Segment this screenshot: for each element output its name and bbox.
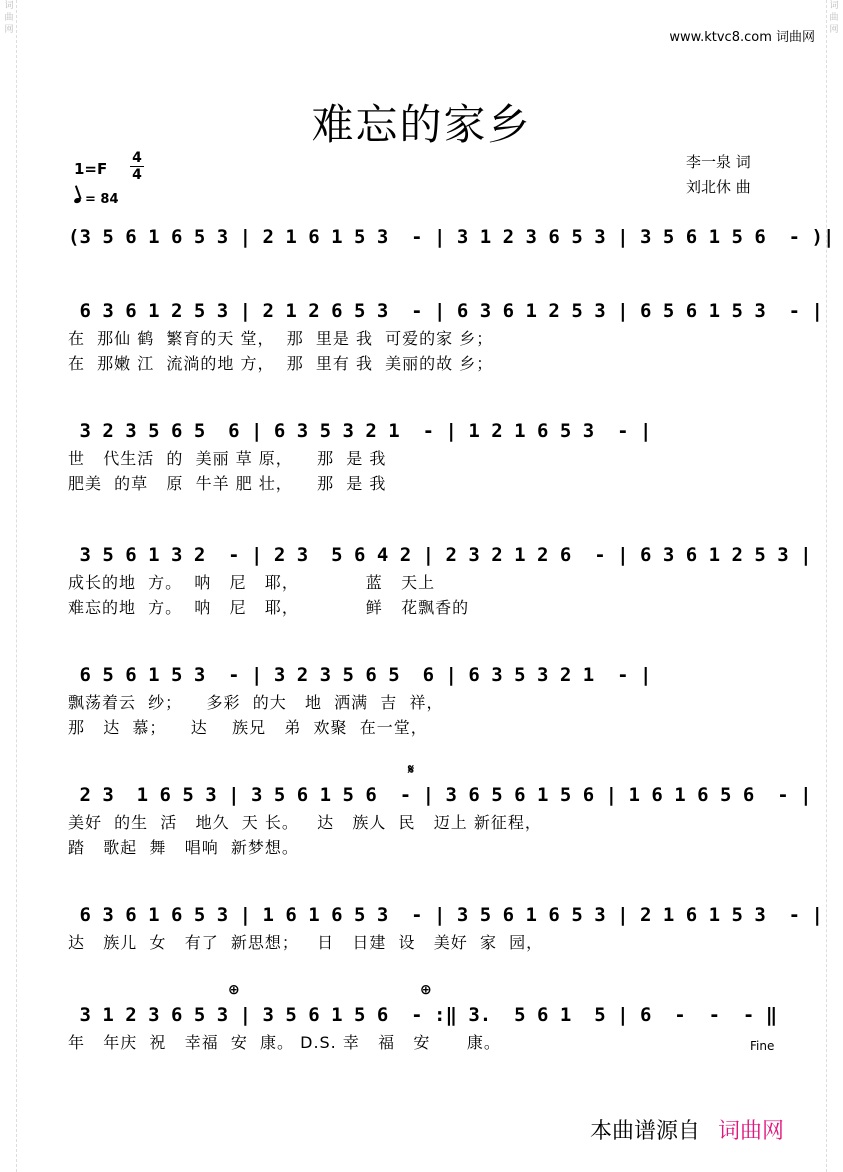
score-system [68,296,823,376]
quarter-note-icon [73,197,81,204]
segno-icon: 𝄋 [408,762,415,778]
score-system [68,900,823,955]
lyric-line: 那 达 慕； 达 族兄 弟 欢聚 在一堂， [68,718,428,737]
footer-text: 本曲谱源自 [590,1119,701,1144]
site-url[interactable]: www.ktvc8.com 词曲网 [669,30,815,45]
side-watermark-right: 词曲网 [826,0,841,1172]
footer-brand[interactable]: 词曲网 [718,1119,785,1144]
notation-line: 3 1 2 3 6 5 3 | 3 5 6 1 5 6 - :‖ 3. 5 6 1 5 | 6 - - - ‖ [68,1004,778,1026]
fine-marking: Fine [750,1039,775,1053]
time-sig-bottom: 4 [132,167,142,183]
lyric-line: 年 年庆 祝 幸福 安 康。 D.S. 幸 福 安 康。 [68,1033,501,1052]
score-system [68,222,835,252]
score-system [68,660,783,740]
lyric-line: 世 代生活 的 美丽 草 原， 那 是 我 [68,449,387,468]
score-system [68,540,812,620]
score-system [68,416,783,496]
footer-source [590,1114,784,1145]
time-signature [130,150,144,183]
lyricist: 李一泉 词 [686,153,751,171]
coda-icon: ⊕ [228,982,240,998]
lyric-line: 难忘的地 方。 呐 尼 耶， 鲜 花飘香的 [68,598,470,617]
song-title: 难忘的家乡 [311,100,532,149]
lyric-line: 在 那仙 鹤 繁育的天 堂， 那 里是 我 可爱的家 乡； [68,329,494,348]
key-signature: 1=F [74,160,108,178]
coda-icon-2: ⊕ [420,982,432,998]
credits [686,150,751,200]
tempo-marking [74,192,119,207]
side-watermark-left: 词曲网 [2,0,17,1172]
notation-line: 6 3 6 1 2 5 3 | 2 1 2 6 5 3 - | 6 3 6 1 2 5 3 | 6 5 6 1 5 3 - | [68,300,823,322]
composer: 刘北休 曲 [686,178,751,196]
lyric-line: 在 那嫩 江 流淌的地 方， 那 里有 我 美丽的故 乡； [68,354,494,373]
notation-line: 2 3 1 6 5 3 | 3 5 6 1 5 6 - | 3 6 5 6 1 5 6 | 1 6 1 6 5 6 - | [68,784,812,806]
notation-line: 3 2 3 5 6 5 6 | 6 3 5 3 2 1 - | 1 2 1 6 5 3 - | [68,420,652,442]
lyric-line: 成长的地 方。 呐 尼 耶， 蓝 天上 [68,573,436,592]
notation-line: (3 5 6 1 6 5 3 | 2 1 6 1 5 3 - | 3 1 2 3 6 5 3 | 3 5 6 1 5 6 - )| [68,226,835,248]
tempo-value: = 84 [85,192,119,207]
score-system [68,1000,783,1055]
lyric-line: 飘荡着云 纱； 多彩 的大 地 洒满 吉 祥， [68,693,444,712]
time-sig-top: 4 [132,150,142,166]
notation-line: 6 3 6 1 6 5 3 | 1 6 1 6 5 3 - | 3 5 6 1 6 5 3 | 2 1 6 1 5 3 - | [68,904,823,926]
lyric-line: 肥美 的草 原 牛羊 肥 壮， 那 是 我 [68,474,387,493]
lyric-line: 美好 的生 活 地久 天 长。 达 族人 民 迈上 新征程， [68,813,542,832]
notation-line: 6 5 6 1 5 3 - | 3 2 3 5 6 5 6 | 6 3 5 3 2 1 - | [68,664,652,686]
lyric-line: 踏 歌起 舞 唱响 新梦想。 [68,838,299,857]
notation-line: 3 5 6 1 3 2 - | 2 3 5 6 4 2 | 2 3 2 1 2 6 - | 6 3 6 1 2 5 3 | [68,544,812,566]
lyric-line: 达 族儿 女 有了 新思想； 日 日建 设 美好 家 园， [68,933,544,952]
score-system [68,780,812,860]
